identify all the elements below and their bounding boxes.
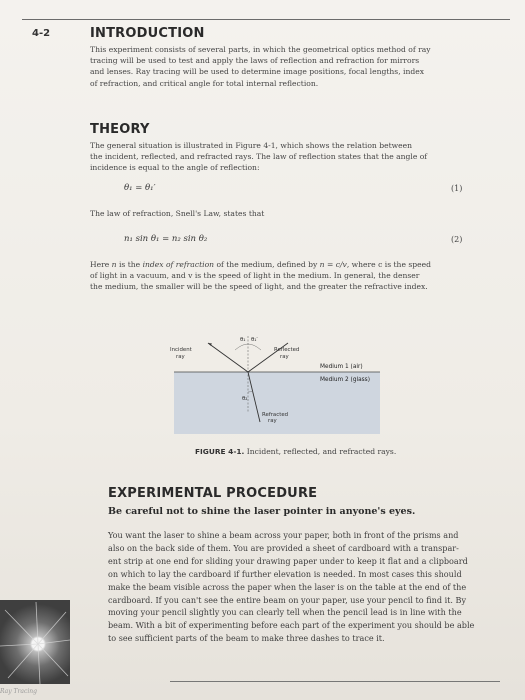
text-line: the medium, the smaller will be the speed of light, and the greater the refractive index. (90, 282, 428, 292)
procedure-paragraph (108, 529, 474, 645)
text-line: cardboard. If you can't see the entire beam on your paper, use your pencil to find it. By (108, 594, 467, 605)
procedure-heading: EXPERIMENTAL PROCEDURE (108, 486, 318, 501)
medium-1-label: Medium 1 (air) (320, 364, 363, 370)
theta1-arc (235, 344, 248, 350)
text-line: of refraction, and critical angle for total internal reflection. (90, 78, 319, 88)
text-line: The general situation is illustrated in Figure 4-1, which shows the relation between (90, 141, 412, 150)
reflected-label: Reflected (274, 347, 300, 353)
refraction-figure (156, 330, 386, 440)
text-line: moving your pencil slightly you can clearly tell when the pencil lead is in line with the (108, 607, 462, 618)
crystal-spokes-decoration (0, 600, 70, 684)
definition-paragraph (90, 259, 431, 293)
page-number: 4-2 (32, 28, 51, 39)
italic-n: n (111, 260, 117, 269)
theory-paragraph (90, 140, 427, 174)
theta1p-arc (248, 344, 261, 350)
text-span: is the (116, 260, 143, 269)
introduction-heading: INTRODUCTION (90, 26, 205, 41)
footer-text: Ray Tracing (0, 688, 37, 695)
italic-term: index of refraction (142, 260, 215, 269)
refracted-label: Refracted (262, 412, 289, 418)
text-line: to see sufficient parts of the beam to make three dashes to trace it. (108, 633, 385, 644)
theta2-label: θ₂ (242, 396, 248, 402)
bottom-rule (170, 681, 500, 682)
text-line: incidence is equal to the angle of reflection: (90, 163, 260, 173)
text-span: Here (90, 260, 112, 269)
italic-formula: n = c/v (319, 260, 347, 269)
equation-2: n₁ sin θ₁ = n₂ sin θ₂ (124, 234, 208, 244)
text-line (90, 259, 431, 270)
text-line: make the beam visible across the paper when the laser is on the table at the end of the (108, 581, 467, 592)
text-line: ent strip at one end for sliding your drawing paper under to keep it flat and a clipboard (108, 555, 468, 566)
incident-label-2: ray (176, 354, 185, 360)
text-line: tracing will be used to test and apply the laws of reflection and refraction for mirrors (90, 56, 420, 66)
caption-label: FIGURE 4-1. (195, 447, 245, 456)
equation-1: θ₁ = θ₁′ (124, 183, 156, 193)
top-rule (22, 19, 510, 20)
theory-heading: THEORY (90, 122, 150, 137)
text-line: also on the back side of them. You are provided a sheet of cardboard with a transpar- (108, 542, 459, 553)
caption-text: Incident, reflected, and refracted rays. (244, 447, 397, 456)
snell-intro: The law of refraction, Snell's Law, states that (90, 209, 265, 218)
laser-warning: Be careful not to shine the laser pointer in anyone's eyes. (108, 506, 416, 517)
refracted-label-2: ray (268, 418, 277, 424)
text-line: of light in a vacuum, and v is the speed of light in the medium. In general, the denser (90, 271, 420, 281)
medium-2-label: Medium 2 (glass) (320, 377, 370, 383)
introduction-paragraph (90, 44, 431, 89)
equation-2-number: (2) (451, 235, 463, 244)
text-line: and lenses. Ray tracing will be used to determine image positions, focal lengths, index (90, 67, 424, 77)
incident-ray (208, 343, 248, 372)
text-span: , where c is the speed (346, 260, 431, 269)
figure-caption (195, 447, 396, 456)
text-span: of the medium, defined by (214, 260, 320, 269)
reflected-label-2: ray (280, 354, 289, 360)
text-line: This experiment consists of several parts, in which the geometrical optics method of ray (90, 45, 431, 54)
theta1p-label: θ₁′ (251, 337, 258, 343)
text-line: on which to lay the cardboard if further elevation is needed. In most cases this should (108, 568, 462, 579)
equation-1-number: (1) (451, 184, 463, 193)
text-line: the incident, reflected, and refracted rays. The law of reflection states that the angle of (90, 152, 428, 162)
text-line: beam. With a bit of experimenting before each part of the experiment you should be able (108, 620, 475, 631)
incident-label: Incident (170, 347, 192, 353)
text-line: You want the laser to shine a beam across your paper, both in front of the prisms and (108, 530, 459, 540)
theta1-label: θ₁ (240, 337, 246, 343)
